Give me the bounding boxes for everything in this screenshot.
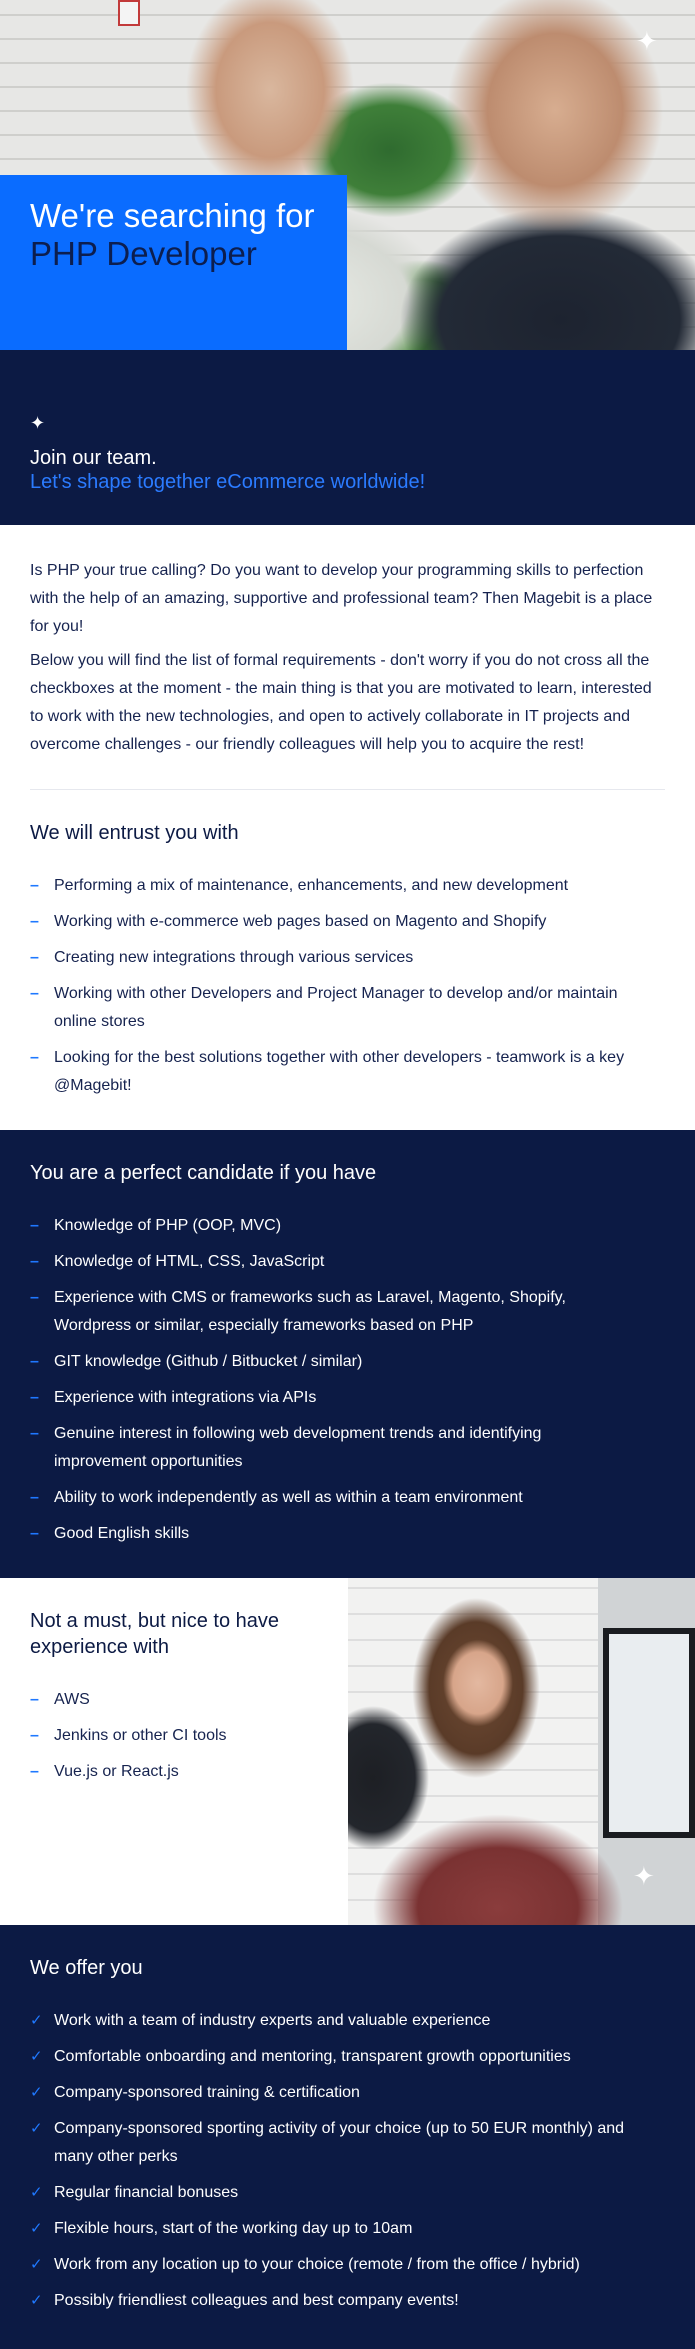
hero-title: We're searching for <box>30 197 315 234</box>
sparkle-icon: ✦ <box>633 1861 655 1891</box>
list-item: – Knowledge of PHP (OOP, MVC) <box>30 1212 665 1240</box>
list-item: ✓ Company-sponsored training & certification <box>30 2079 665 2107</box>
list-item: – Vue.js or React.js <box>30 1758 318 1786</box>
join-subtitle: Let's shape together eCommerce worldwide! <box>30 471 426 493</box>
nice-to-have-section <box>0 1578 695 1925</box>
section-title: We offer you <box>30 1957 143 1979</box>
list-item: ✓ Work from any location up to your choice (remote / from the office / hybrid) <box>30 2251 665 2279</box>
offer-list <box>30 2007 665 2315</box>
dash-icon: – <box>30 1425 39 1442</box>
dash-icon: – <box>30 1217 39 1234</box>
dash-icon: – <box>30 1049 39 1066</box>
dash-icon: – <box>30 985 39 1002</box>
dash-icon: – <box>30 1253 39 1270</box>
list-item: ✓ Comfortable onboarding and mentoring, transparent growth opportunities <box>30 2043 665 2071</box>
dash-icon: – <box>30 1489 39 1506</box>
dash-icon: – <box>30 1525 39 1542</box>
section-title: You are a perfect candidate if you have <box>30 1162 377 1184</box>
list-item: ✓ Work with a team of industry experts and valuable experience <box>30 2007 665 2035</box>
dash-icon: – <box>30 1289 39 1306</box>
entrust-section <box>0 790 695 1130</box>
dash-icon: – <box>30 1353 39 1370</box>
list-item: ✓ Regular financial bonuses <box>30 2179 665 2207</box>
list-item: ✓ Company-sponsored sporting activity of your choice (up to 50 EUR monthly) and many other perks <box>30 2115 665 2171</box>
check-icon: ✓ <box>30 2084 43 2101</box>
check-icon: ✓ <box>30 2184 43 2201</box>
check-icon: ✓ <box>30 2292 43 2309</box>
sparkle-icon: ✦ <box>636 26 658 56</box>
check-icon: ✓ <box>30 2120 43 2137</box>
intro-section <box>0 525 695 789</box>
monitor <box>603 1628 695 1838</box>
join-banner <box>0 350 695 525</box>
list-item: – Performing a mix of maintenance, enhancements, and new development <box>30 872 665 900</box>
check-icon: ✓ <box>30 2220 43 2237</box>
check-icon: ✓ <box>30 2012 43 2029</box>
hero-role: PHP Developer <box>30 235 257 272</box>
list-item: – Genuine interest in following web development trends and identifying improvement opportunities <box>30 1420 665 1476</box>
hero-banner <box>0 0 695 350</box>
dash-icon: – <box>30 1727 39 1744</box>
check-icon: ✓ <box>30 2048 43 2065</box>
list-item: – Creating new integrations through various services <box>30 944 665 972</box>
list-item: – Experience with CMS or frameworks such as Laravel, Magento, Shopify, Wordpress or similar, especially frameworks based on PHP <box>30 1284 665 1340</box>
dash-icon: – <box>30 1763 39 1780</box>
dash-icon: – <box>30 949 39 966</box>
intro-paragraph: Is PHP your true calling? Do you want to develop your programming skills to perfection with the help of an amazing, supportive and professional team? Then Magebit is a place for you! <box>30 562 653 635</box>
list-item: ✓ Flexible hours, start of the working day up to 10am <box>30 2215 665 2243</box>
team-member-photo <box>348 1578 695 1925</box>
list-item: – Good English skills <box>30 1520 665 1548</box>
list-item: – Working with other Developers and Project Manager to develop and/or maintain online stores <box>30 980 665 1036</box>
list-item: – Ability to work independently as well as within a team environment <box>30 1484 665 1512</box>
list-item: – Looking for the best solutions together with other developers - teamwork is a key @Magebit! <box>30 1044 665 1100</box>
check-icon: ✓ <box>30 2256 43 2273</box>
section-title: Not a must, but nice to have experience with <box>30 1610 280 1658</box>
wall-sign <box>118 0 140 26</box>
list-item: – Jenkins or other CI tools <box>30 1722 318 1750</box>
hero-title-panel <box>0 175 347 350</box>
dash-icon: – <box>30 913 39 930</box>
list-item: – GIT knowledge (Github / Bitbucket / similar) <box>30 1348 665 1376</box>
candidate-section <box>0 1130 695 1578</box>
list-item: – Experience with integrations via APIs <box>30 1384 665 1412</box>
nice-to-have-list <box>30 1686 318 1786</box>
sparkle-icon: ✦ <box>30 413 46 433</box>
list-item: – Knowledge of HTML, CSS, JavaScript <box>30 1248 665 1276</box>
section-title: We will entrust you with <box>30 822 239 844</box>
list-item: ✓ Possibly friendliest colleagues and best company events! <box>30 2287 665 2315</box>
intro-paragraph: Below you will find the list of formal requirements - don't worry if you do not cross all the checkboxes at the moment - the main thing is that you are motivated to learn, interested to work with the new technologies, and open to actively collaborate in IT projects and overcome challenges - our friendly colleagues will help you to acquire the rest! <box>30 652 652 753</box>
list-item: – Working with e-commerce web pages based on Magento and Shopify <box>30 908 665 936</box>
dash-icon: – <box>30 1389 39 1406</box>
dash-icon: – <box>30 1691 39 1708</box>
dash-icon: – <box>30 877 39 894</box>
candidate-list <box>30 1212 665 1548</box>
join-title: Join our team. <box>30 447 157 469</box>
nice-to-have-text <box>0 1578 348 1786</box>
offer-section <box>0 1925 695 2349</box>
list-item: – AWS <box>30 1686 318 1714</box>
entrust-list <box>30 872 665 1100</box>
